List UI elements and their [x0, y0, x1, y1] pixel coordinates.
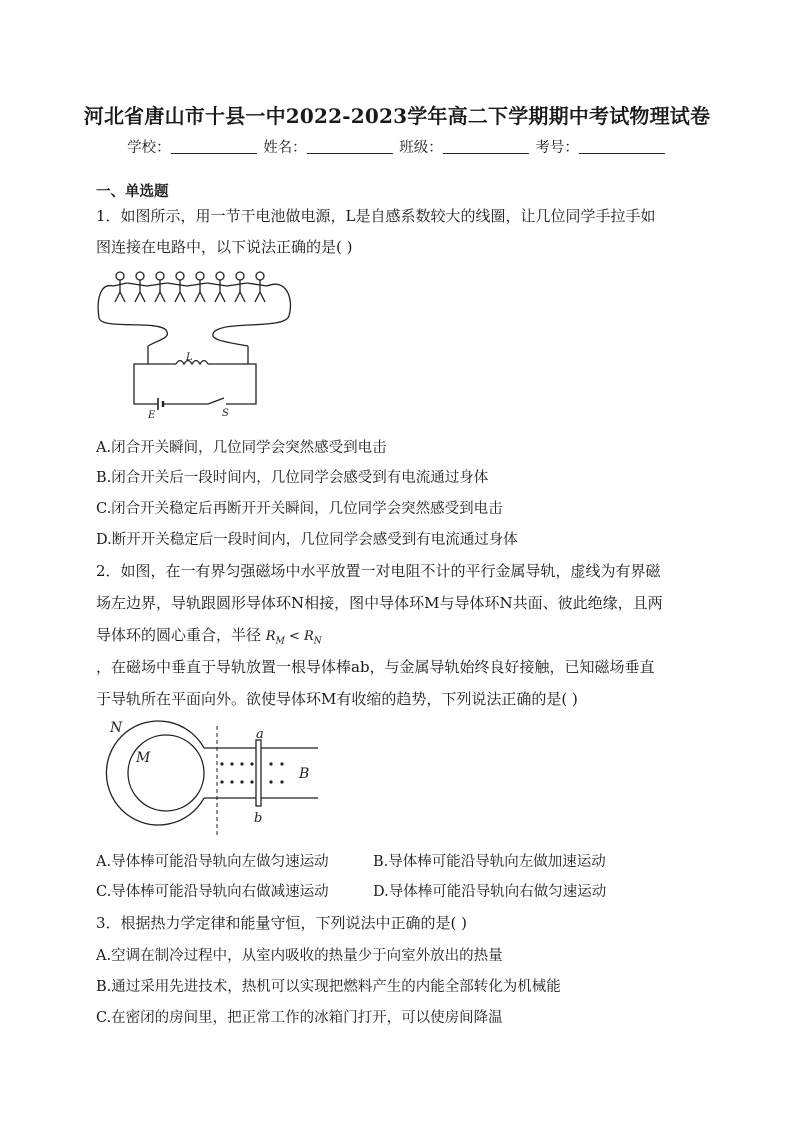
q2-option-c: C.导体棒可能沿导轨向右做减速运动: [96, 884, 329, 900]
q1-option-b: B.闭合开关后一段时间内，几位同学会感受到有电流通过身体: [96, 470, 489, 486]
name-blank: [307, 139, 393, 154]
q1-stem-line1: 1．如图所示，用一节干电池做电源，L是自感系数较大的线圈，让几位同学手拉手如: [96, 207, 656, 225]
section-heading: 一、单选题: [96, 183, 169, 200]
school-blank: [171, 139, 257, 154]
q1-option-d: D.断开开关稳定后一段时间内，几位同学会感受到有电流通过身体: [96, 532, 518, 548]
q2-stem-line5: 于导轨所在平面向外。欲使导体环M有收缩的趋势，下列说法正确的是( ): [96, 690, 578, 708]
q1-option-c: C.闭合开关稳定后再断开开关瞬间，几位同学会突然感受到电击: [96, 501, 503, 517]
exam-title: 河北省唐山市十县一中2022-2023学年高二下学期期中考试物理试卷: [83, 104, 711, 128]
q2-option-a: A.导体棒可能沿导轨向左做匀速运动: [96, 854, 329, 870]
number-blank: [579, 139, 665, 154]
name-label: 姓名：: [263, 140, 307, 156]
conductor-rod-ab: [256, 740, 261, 806]
rod-a-label: a: [256, 727, 264, 742]
student-info-row: [0, 136, 794, 157]
q2-option-b: B.导体棒可能沿导轨向左做加速运动: [373, 854, 606, 870]
inductor-label: L: [186, 352, 193, 363]
q2-stem-line4: ，在磁场中垂直于导轨放置一根导体棒ab，与金属导轨始终良好接触，已知磁场垂直: [96, 658, 655, 676]
school-label: 学校：: [127, 140, 171, 156]
ring-M: [128, 735, 204, 811]
magnetic-field-dots: [220, 762, 283, 783]
q2-stem-line3: [96, 624, 322, 647]
q3-option-c: C.在密闭的房间里，把正常工作的冰箱门打开，可以使房间降温: [96, 1010, 503, 1026]
students-holding-hands: [113, 272, 267, 302]
q1-stem-line2: 图连接在电路中，以下说法正确的是( ): [96, 238, 353, 256]
q1-option-a: A.闭合开关瞬间，几位同学会突然感受到电击: [96, 440, 387, 456]
switch-label: S: [222, 408, 229, 419]
q3-stem: 3．根据热力学定律和能量守恒，下列说法中正确的是( ): [96, 914, 468, 932]
q2-stem-line2: 场左边界，导轨跟圆形导体环N相接，图中导体环M与导体环N共面、彼此绝缘，且两: [96, 594, 663, 612]
field-B-label: B: [299, 766, 310, 782]
battery-label: E: [148, 410, 156, 420]
class-label: 班级：: [399, 140, 443, 156]
q3-option-b: B.通过采用先进技术，热机可以实现把燃料产生的内能全部转化为机械能: [96, 979, 561, 995]
q2-stem-line3-text: 导体环的圆心重合，半径: [96, 626, 262, 644]
ring-M-label: M: [136, 750, 151, 766]
q2-radius-formula: $R_M < R_N$: [265, 629, 322, 647]
q2-stem-line1: 2．如图，在一有界匀强磁场中水平放置一对电阻不计的平行金属导轨，虚线为有界磁: [96, 562, 661, 580]
class-blank: [443, 139, 529, 154]
q1-circuit-figure: [96, 268, 296, 420]
q2-ring-rail-figure: [96, 718, 326, 840]
rod-b-label: b: [254, 811, 263, 826]
q3-option-a: A.空调在制冷过程中，从室内吸收的热量少于向室外放出的热量: [96, 948, 503, 964]
ring-N-label: N: [110, 720, 123, 736]
number-label: 考号：: [535, 140, 579, 156]
q2-option-d: D.导体棒可能沿导轨向右做匀速运动: [373, 884, 607, 900]
